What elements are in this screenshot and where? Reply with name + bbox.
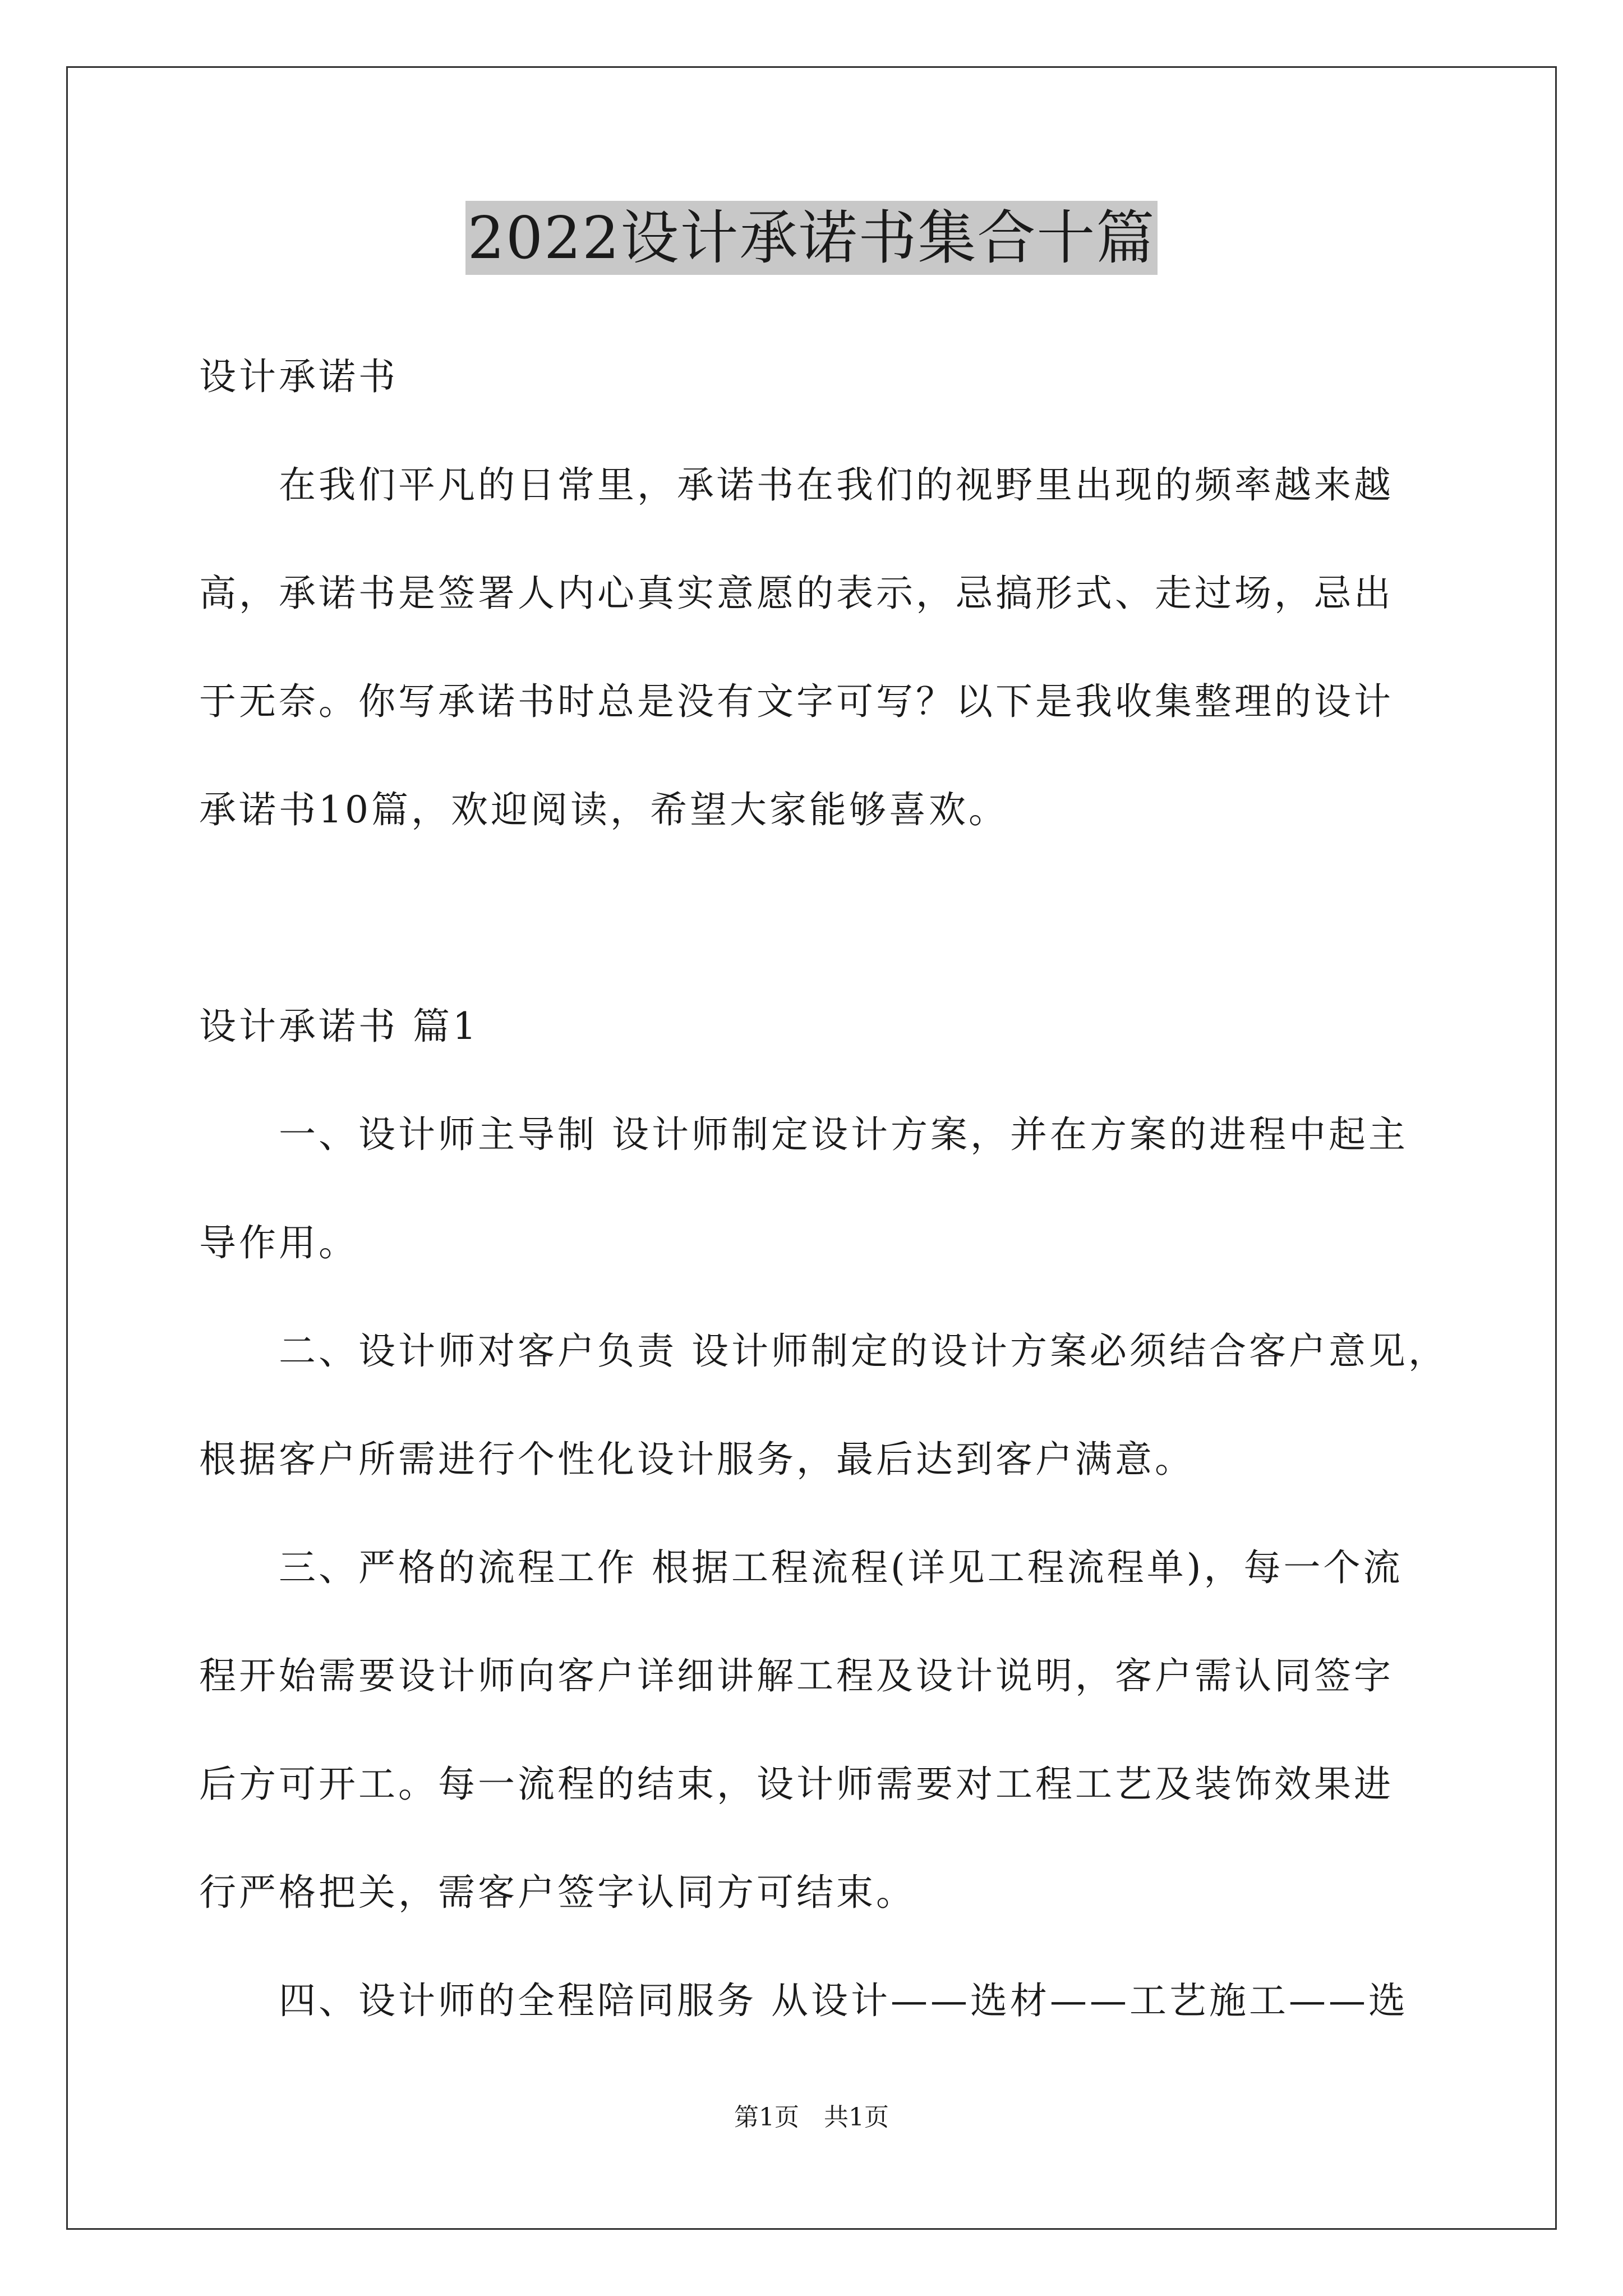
paragraph-line: 四、设计师的全程陪同服务 从设计——选材——工艺施工——选: [199, 1979, 1408, 2022]
document-title-text: 2022设计承诺书集合十篇: [465, 201, 1158, 275]
document-title: [0, 201, 1623, 275]
paragraph-line: 导作用。: [199, 1221, 358, 1264]
paragraph-line: 高，承诺书是签署人内心真实意愿的表示，忌搞形式、走过场，忌出: [199, 572, 1394, 615]
paragraph-line: 于无奈。你写承诺书时总是没有文字可写？以下是我收集整理的设计: [199, 680, 1394, 723]
intro-heading: 设计承诺书: [199, 355, 398, 398]
paragraph-line: 承诺书10篇，欢迎阅读，希望大家能够喜欢。: [199, 788, 1008, 831]
paragraph-line: 三、严格的流程工作 根据工程流程(详见工程流程单)，每一个流: [199, 1546, 1403, 1589]
paragraph-line: 一、设计师主导制 设计师制定设计方案，并在方案的进程中起主: [199, 1113, 1408, 1156]
page-number-footer: 第1页 共1页: [734, 2103, 889, 2132]
paragraph-line: 程开始需要设计师向客户详细讲解工程及设计说明，客户需认同签字: [199, 1654, 1394, 1697]
paragraph-line: 在我们平凡的日常里，承诺书在我们的视野里出现的频率越来越: [199, 463, 1394, 507]
paragraph-line: 后方可开工。每一流程的结束，设计师需要对工程工艺及装饰效果进: [199, 1763, 1394, 1806]
section-heading: 设计承诺书 篇1: [199, 1005, 479, 1048]
paragraph-line: 二、设计师对客户负责 设计师制定的设计方案必须结合客户意见，: [199, 1329, 1448, 1373]
paragraph-line: 根据客户所需进行个性化设计服务，最后达到客户满意。: [199, 1438, 1195, 1481]
paragraph-line: 行严格把关，需客户签字认同方可结束。: [199, 1871, 916, 1914]
